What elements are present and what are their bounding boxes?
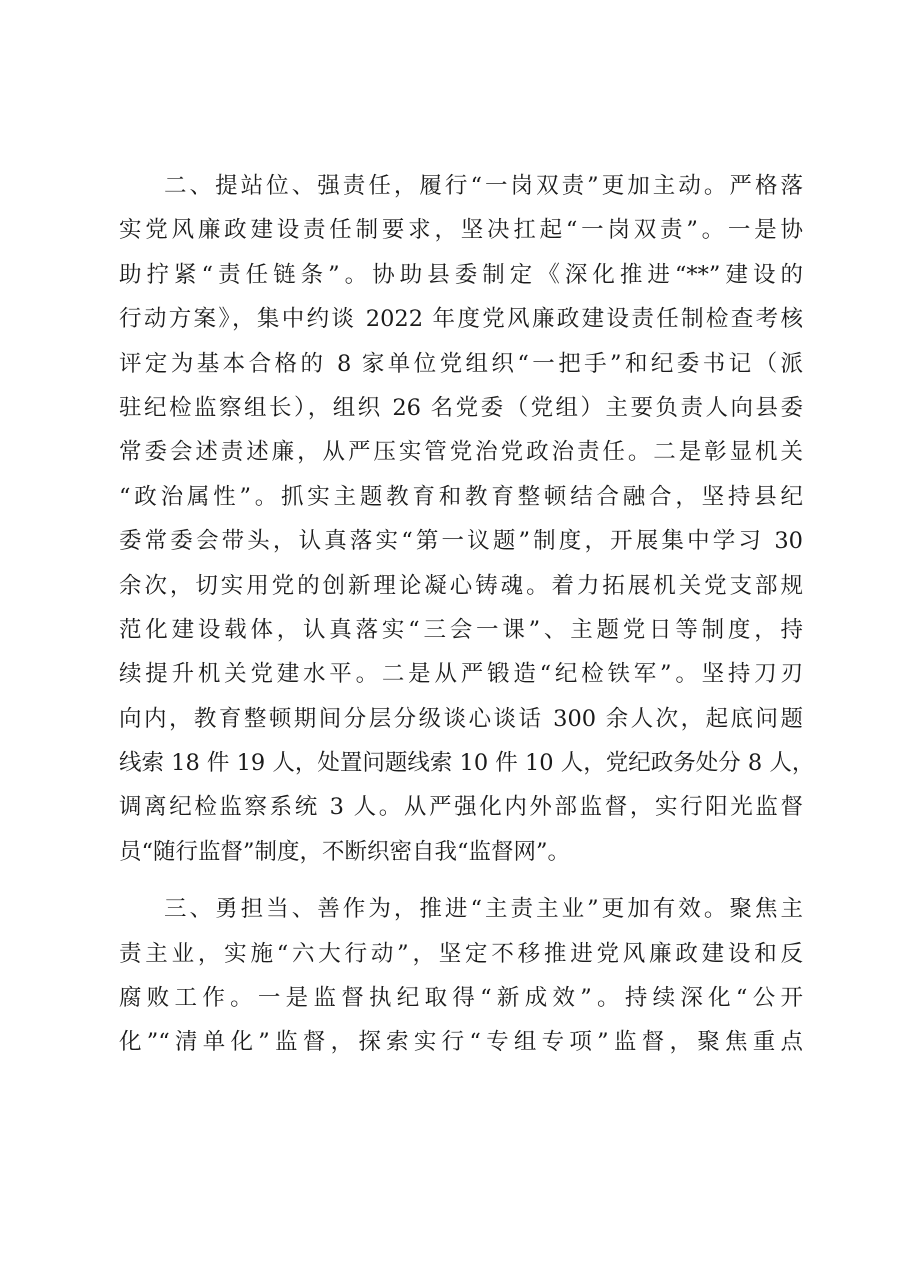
paragraph-line: 常委会述责述廉，从严压实管党治党政治责任。二是彰显机关 bbox=[119, 439, 803, 466]
paragraph-line: 评定为基本合格的 8 家单位党组织“一把手”和纪委书记（派 bbox=[119, 350, 803, 377]
document-body bbox=[119, 164, 815, 1065]
paragraph-section-3 bbox=[119, 887, 803, 1065]
paragraph-line: 调离纪检监察系统 3 人。从严强化内外部监督，实行阳光监督 bbox=[119, 794, 803, 821]
paragraph-line: 行动方案》，集中约谈 2022 年度党风廉政建设责任制检查考核 bbox=[119, 306, 803, 333]
paragraph-line: 助拧紧“责任链条”。协助县委制定《深化推进“**”建设的 bbox=[119, 261, 803, 288]
paragraph-line: 三、勇担当、善作为，推进“主责主业”更加有效。聚焦主 bbox=[164, 896, 803, 923]
paragraph-line: 员“随行监督”制度，不断织密自我“监督网”。 bbox=[119, 838, 571, 865]
paragraph-line: 实党风廉政建设责任制要求，坚决扛起“一岗双责”。一是协 bbox=[119, 217, 803, 244]
paragraph-line: 驻纪检监察组长），组织 26 名党委（党组）主要负责人向县委 bbox=[119, 394, 803, 421]
paragraph-line: 委常委会带头，认真落实“第一议题”制度，开展集中学习 30 bbox=[119, 528, 803, 555]
paragraph-spacer bbox=[119, 874, 803, 887]
paragraph-line: 向内，教育整顿期间分层分级谈心谈话 300 余人次，起底问题 bbox=[119, 705, 803, 732]
paragraph-line: 线索 18 件 19 人，处置问题线索 10 件 10 人，党纪政务处分 8 人， bbox=[119, 750, 815, 777]
paragraph-line: 余次，切实用党的创新理论凝心铸魂。着力拓展机关党支部规 bbox=[119, 572, 803, 599]
paragraph-line: 二、提站位、强责任，履行“一岗双责”更加主动。严格落 bbox=[164, 173, 803, 199]
paragraph-line: 范化建设载体，认真落实“三会一课”、主题党日等制度，持 bbox=[119, 616, 803, 643]
paragraph-line: “政治属性”。抓实主题教育和教育整顿结合融合，坚持县纪 bbox=[119, 483, 803, 510]
paragraph-line: 腐败工作。一是监督执纪取得“新成效”。持续深化“公开 bbox=[119, 985, 803, 1012]
paragraph-section-2 bbox=[119, 164, 815, 874]
paragraph-line: 化”“清单化”监督，探索实行“专组专项”监督，聚焦重点 bbox=[119, 1029, 803, 1056]
paragraph-line: 续提升机关党建水平。二是从严锻造“纪检铁军”。坚持刀刃 bbox=[119, 661, 803, 688]
paragraph-line: 责主业，实施“六大行动”，坚定不移推进党风廉政建设和反 bbox=[119, 940, 803, 967]
